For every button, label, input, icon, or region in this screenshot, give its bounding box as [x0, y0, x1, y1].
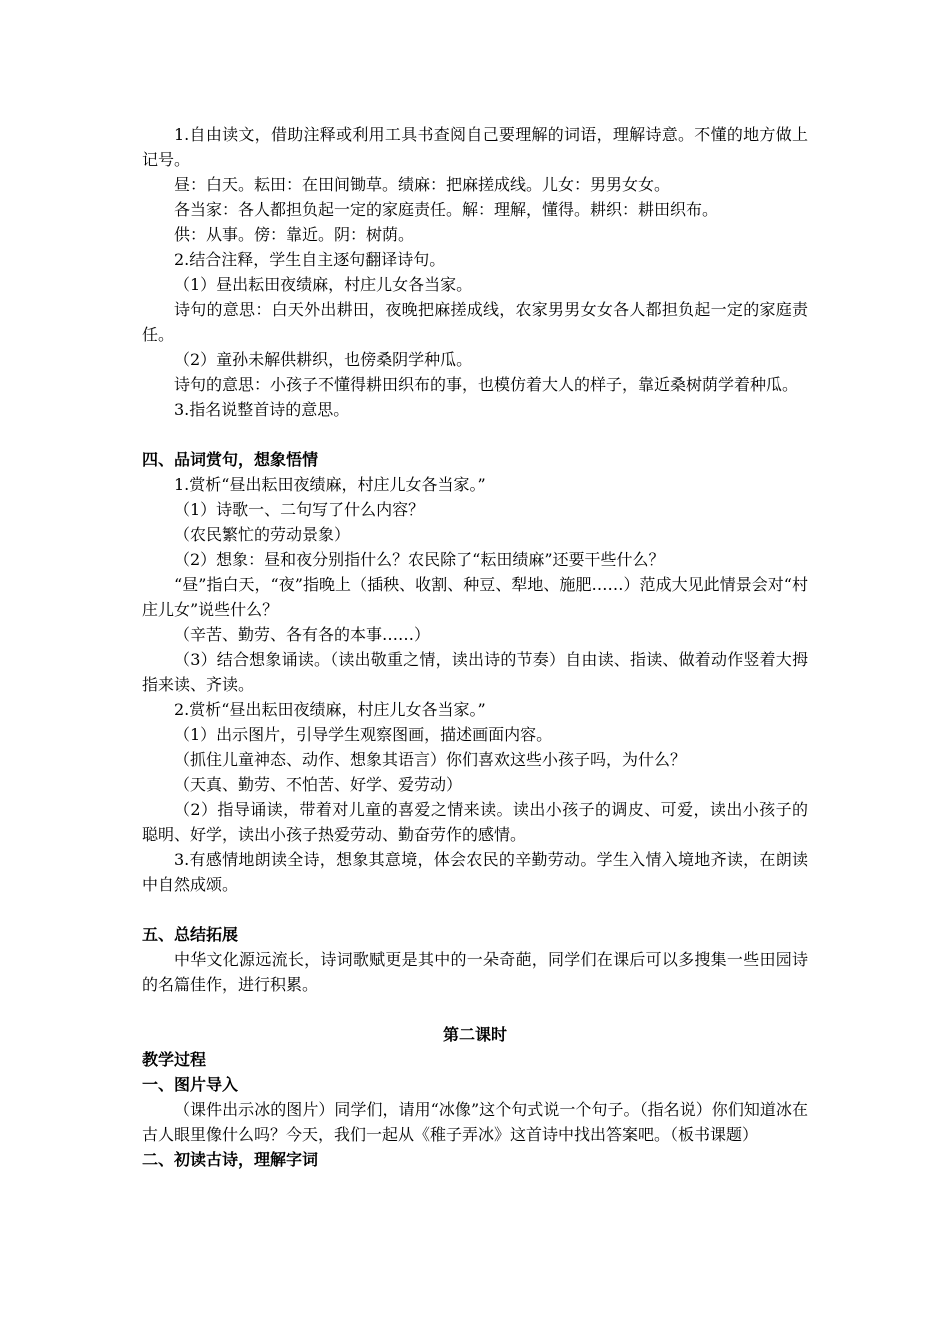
- section-heading: 二、初读古诗，理解字词: [142, 1150, 319, 1169]
- paragraph: （天真、勤劳、不怕苦、好学、爱劳动）: [174, 775, 463, 794]
- paragraph: 各当家：各人都担负起一定的家庭责任。解：理解，懂得。耕织：耕田织布。: [174, 200, 719, 219]
- paragraph: 2.赏析“昼出耘田夜绩麻，村庄儿女各当家。”: [174, 700, 486, 719]
- paragraph: （2）童孙未解供耕织，也傍桑阴学种瓜。: [174, 350, 473, 369]
- paragraph: （农民繁忙的劳动景象）: [174, 525, 351, 544]
- paragraph: 昼：白天。耘田：在田间锄草。绩麻：把麻搓成线。儿女：男男女女。: [174, 175, 671, 194]
- section-heading: 五、总结拓展: [142, 925, 239, 944]
- paragraph: 诗句的意思：白天外出耕田，夜晚把麻搓成线，农家男男女女各人都担负起一定的家庭责任。: [142, 300, 808, 344]
- paragraph: （课件出示冰的图片）同学们，请用“冰像”这个句式说一个句子。（指名说）你们知道冰在古人眼里像什么吗？今天，我们一起从《稚子弄冰》这首诗中找出答案吧。（板书课题）: [142, 1100, 808, 1144]
- paragraph: 3.有感情地朗读全诗，想象其意境，体会农民的辛勤劳动。学生入情入境地齐读，在朗读中自然成颂。: [142, 850, 808, 894]
- section-heading: 教学过程: [142, 1050, 207, 1069]
- paragraph: 供：从事。傍：靠近。阴：树荫。: [174, 225, 415, 244]
- paragraph: （1）出示图片，引导学生观察图画，描述画面内容。: [174, 725, 553, 744]
- paragraph: 中华文化源远流长，诗词歌赋更是其中的一朵奇葩，同学们在课后可以多搜集一些田园诗的名篇佳作，进行积累。: [142, 950, 808, 994]
- paragraph: 诗句的意思：小孩子不懂得耕田织布的事，也模仿着大人的样子，靠近桑树荫学着种瓜。: [174, 375, 799, 394]
- paragraph: （辛苦、勤劳、各有各的本事……）: [174, 625, 431, 644]
- section-heading: 四、品词赏句，想象悟情: [142, 450, 319, 469]
- paragraph: “昼”指白天，“夜”指晚上（插秧、收割、种豆、犁地、施肥……）范成大见此情景会对“村庄儿女”说些什么？: [142, 575, 808, 619]
- paragraph: 1.赏析“昼出耘田夜绩麻，村庄儿女各当家。”: [174, 475, 486, 494]
- paragraph: （2）想象：昼和夜分别指什么？农民除了“耘田绩麻”还要干些什么？: [174, 550, 665, 569]
- paragraph: （1）昼出耘田夜绩麻，村庄儿女各当家。: [174, 275, 473, 294]
- paragraph: （1）诗歌一、二句写了什么内容？: [174, 500, 425, 519]
- paragraph: 1.自由读文，借助注释或利用工具书查阅自己要理解的词语，理解诗意。不懂的地方做上记号。: [142, 125, 808, 169]
- lesson-title: 第二课时: [442, 1025, 507, 1044]
- section-heading: 一、图片导入: [142, 1075, 239, 1094]
- paragraph: （3）结合想象诵读。（读出敬重之情，读出诗的节奏）自由读、指读、做着动作竖着大拇指来读、齐读。: [142, 650, 808, 694]
- paragraph: 2.结合注释，学生自主逐句翻译诗句。: [174, 250, 446, 269]
- paragraph: 3.指名说整首诗的意思。: [174, 400, 350, 419]
- document-body: [142, 122, 808, 1172]
- paragraph: （抓住儿童神态、动作、想象其语言）你们喜欢这些小孩子吗，为什么？: [174, 750, 687, 769]
- paragraph: （2）指导诵读，带着对儿童的喜爱之情来读。读出小孩子的调皮、可爱，读出小孩子的聪明、好学，读出小孩子热爱劳动、勤奋劳作的感情。: [142, 800, 808, 844]
